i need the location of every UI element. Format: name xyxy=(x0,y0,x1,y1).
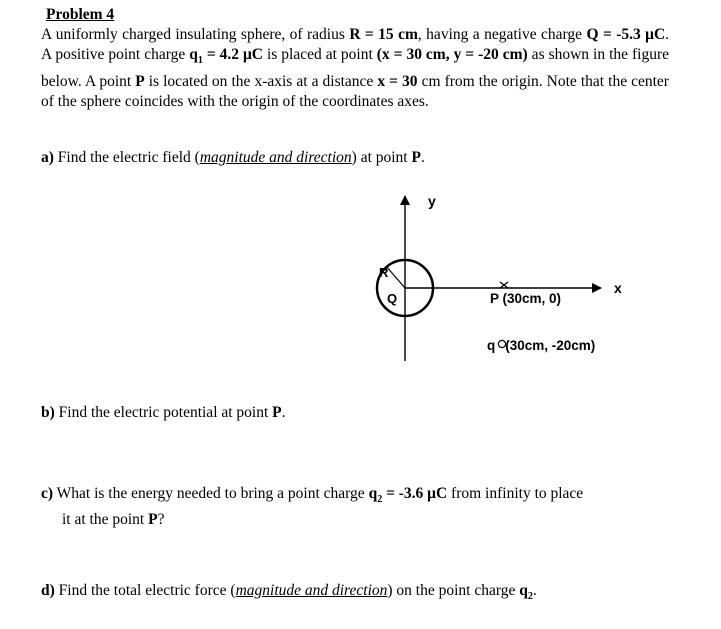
question-a: a) Find the electric field (magnitude and direction) at point P. xyxy=(41,149,425,166)
point-p-label: P (30cm, 0) xyxy=(490,291,562,306)
problem-statement: A uniformly charged insulating sphere, of radius R = 15 cm, having a negative charge Q = -5.3 μC. A positive point charge $q_1 = 4.2$ μC is placed at point (x = 30 cm, y = -20 cm) as shown in the figure below. A point P is located on the x-axis at a distance x = 30 cm from the origin. Note that the center of the sphere coincides with the origin of the coordinates axes. xyxy=(41,26,670,110)
sphere-charge-label: Q xyxy=(387,291,398,306)
radius-line xyxy=(386,266,405,288)
point-p-marker xyxy=(500,282,508,288)
question-c: c) What is the energy needed to bring a point charge $q_2 = -3.6$ μC from infinity to place it at the point P? xyxy=(41,485,584,529)
radius-label: R xyxy=(379,265,389,280)
question-b: b) Find the electric potential at point P. xyxy=(41,404,286,421)
point-q1-label: q (30cm, -20cm) xyxy=(487,338,596,353)
question-d: d) Find the total electric force (magnitude and direction) on the point charge $q_2$. xyxy=(41,582,537,603)
problem-title: Problem 4 xyxy=(46,6,115,23)
x-axis-label: x xyxy=(614,280,622,296)
y-axis-label: y xyxy=(428,193,436,209)
